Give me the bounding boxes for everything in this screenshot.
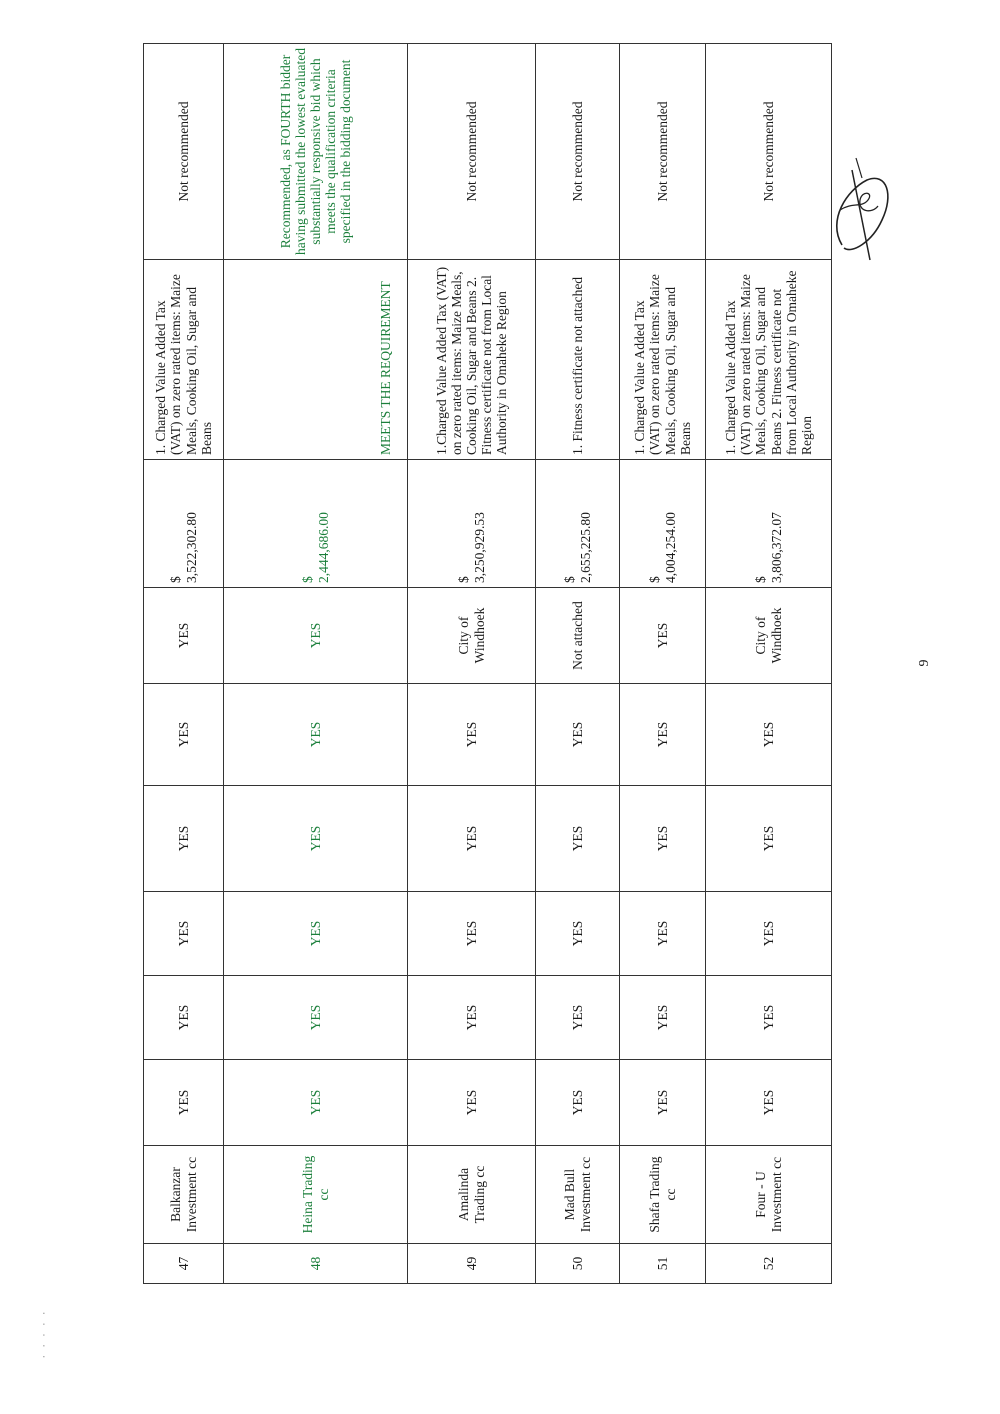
recommendation: Not recommended bbox=[706, 44, 832, 260]
evaluation-remarks: 1. Fitness certificate not attached bbox=[536, 260, 620, 460]
criterion-cell: YES bbox=[620, 1060, 706, 1146]
criterion-cell: YES bbox=[144, 684, 224, 786]
fitness-certificate-cell: Not attached bbox=[536, 588, 620, 684]
recommendation: Not recommended bbox=[620, 44, 706, 260]
criterion-cell: YES bbox=[408, 786, 536, 892]
criterion-cell: YES bbox=[224, 684, 408, 786]
evaluation-remarks: 1.Charged Value Added Tax (VAT) on zero rated items: Maize Meals, Cooking Oil, Sugar and Beans 2. Fitness certificate not from Local Authority in Omaheke Region bbox=[408, 260, 536, 460]
currency-symbol: $ bbox=[562, 576, 578, 583]
amount-value: 4,004,254.00 bbox=[662, 512, 678, 583]
criterion-cell: YES bbox=[144, 1060, 224, 1146]
criterion-cell: YES bbox=[224, 786, 408, 892]
scan-specks: . . . . . bbox=[37, 1310, 48, 1360]
bid-amount bbox=[408, 460, 536, 588]
bidder-name: Amalinda Trading cc bbox=[408, 1146, 536, 1244]
criterion-cell: YES bbox=[706, 892, 832, 976]
evaluation-remarks: 1. Charged Value Added Tax (VAT) on zero rated items: Maize Meals, Cooking Oil, Sugar and Beans bbox=[620, 260, 706, 460]
bid-amount bbox=[224, 460, 408, 588]
fitness-certificate-cell: City of Windhoek bbox=[408, 588, 536, 684]
signature-mark bbox=[822, 150, 902, 270]
row-number: 48 bbox=[224, 1244, 408, 1284]
recommendation: Not recommended bbox=[408, 44, 536, 260]
criterion-cell: YES bbox=[706, 786, 832, 892]
bidder-name: Heina Trading cc bbox=[224, 1146, 408, 1244]
bid-amount bbox=[144, 460, 224, 588]
table-body bbox=[144, 44, 832, 1284]
evaluation-remarks: 1. Charged Value Added Tax (VAT) on zero rated items: Maize Meals, Cooking Oil, Sugar and Beans bbox=[144, 260, 224, 460]
criterion-cell: YES bbox=[224, 1060, 408, 1146]
table-row bbox=[408, 44, 536, 1284]
row-number: 50 bbox=[536, 1244, 620, 1284]
bid-amount bbox=[620, 460, 706, 588]
criterion-cell: YES bbox=[620, 786, 706, 892]
bid-evaluation-table bbox=[143, 43, 832, 1284]
amount-value: 2,655,225.80 bbox=[577, 512, 593, 583]
criterion-cell: YES bbox=[706, 1060, 832, 1146]
table-row bbox=[620, 44, 706, 1284]
fitness-certificate-cell: YES bbox=[224, 588, 408, 684]
criterion-cell: YES bbox=[224, 976, 408, 1060]
criterion-cell: YES bbox=[408, 892, 536, 976]
amount-value: 2,444,686.00 bbox=[315, 512, 331, 583]
criterion-cell: YES bbox=[536, 684, 620, 786]
bidder-name: Balkanzar Investment cc bbox=[144, 1146, 224, 1244]
currency-symbol: $ bbox=[300, 576, 316, 583]
criterion-cell: YES bbox=[536, 786, 620, 892]
criterion-cell: YES bbox=[144, 892, 224, 976]
amount-value: 3,806,372.07 bbox=[768, 512, 784, 583]
fitness-certificate-cell: YES bbox=[620, 588, 706, 684]
criterion-cell: YES bbox=[408, 1060, 536, 1146]
currency-symbol: $ bbox=[168, 576, 184, 583]
currency-symbol: $ bbox=[753, 576, 769, 583]
row-number: 52 bbox=[706, 1244, 832, 1284]
table-row bbox=[706, 44, 832, 1284]
currency-symbol: $ bbox=[456, 576, 472, 583]
recommendation: Not recommended bbox=[536, 44, 620, 260]
bidder-name: Mad Bull Investment cc bbox=[536, 1146, 620, 1244]
evaluation-remarks: MEETS THE REQUIREMENT bbox=[224, 260, 408, 460]
criterion-cell: YES bbox=[536, 1060, 620, 1146]
rotated-page-content bbox=[143, 44, 831, 1284]
currency-symbol: $ bbox=[647, 576, 663, 583]
criterion-cell: YES bbox=[620, 684, 706, 786]
criterion-cell: YES bbox=[144, 786, 224, 892]
criterion-cell: YES bbox=[224, 892, 408, 976]
criterion-cell: YES bbox=[144, 976, 224, 1060]
fitness-certificate-cell: YES bbox=[144, 588, 224, 684]
amount-value: 3,522,302.80 bbox=[183, 512, 199, 583]
criterion-cell: YES bbox=[536, 892, 620, 976]
fitness-certificate-cell: City of Windhoek bbox=[706, 588, 832, 684]
criterion-cell: YES bbox=[620, 892, 706, 976]
row-number: 47 bbox=[144, 1244, 224, 1284]
criterion-cell: YES bbox=[408, 976, 536, 1060]
criterion-cell: YES bbox=[620, 976, 706, 1060]
page-number: 9 bbox=[917, 659, 932, 667]
table-row bbox=[224, 44, 408, 1284]
bid-amount bbox=[706, 460, 832, 588]
criterion-cell: YES bbox=[536, 976, 620, 1060]
bidder-name: Four - U Investment cc bbox=[706, 1146, 832, 1244]
table-row bbox=[536, 44, 620, 1284]
evaluation-remarks: 1. Charged Value Added Tax (VAT) on zero rated items: Maize Meals, Cooking Oil, Sugar and Beans 2. Fitness certificate not from Local Authority in Omaheke Region bbox=[706, 260, 832, 460]
criterion-cell: YES bbox=[408, 684, 536, 786]
table-row bbox=[144, 44, 224, 1284]
bidder-name: Shafa Trading cc bbox=[620, 1146, 706, 1244]
bid-amount bbox=[536, 460, 620, 588]
recommendation: Not recommended bbox=[144, 44, 224, 260]
criterion-cell: YES bbox=[706, 684, 832, 786]
amount-value: 3,250,929.53 bbox=[471, 512, 487, 583]
row-number: 49 bbox=[408, 1244, 536, 1284]
criterion-cell: YES bbox=[706, 976, 832, 1060]
recommendation: Recommended, as FOURTH bidder having submitted the lowest evaluated substantially responsive bid which meets the qualification criteria specified in the bidding document bbox=[224, 44, 408, 260]
row-number: 51 bbox=[620, 1244, 706, 1284]
